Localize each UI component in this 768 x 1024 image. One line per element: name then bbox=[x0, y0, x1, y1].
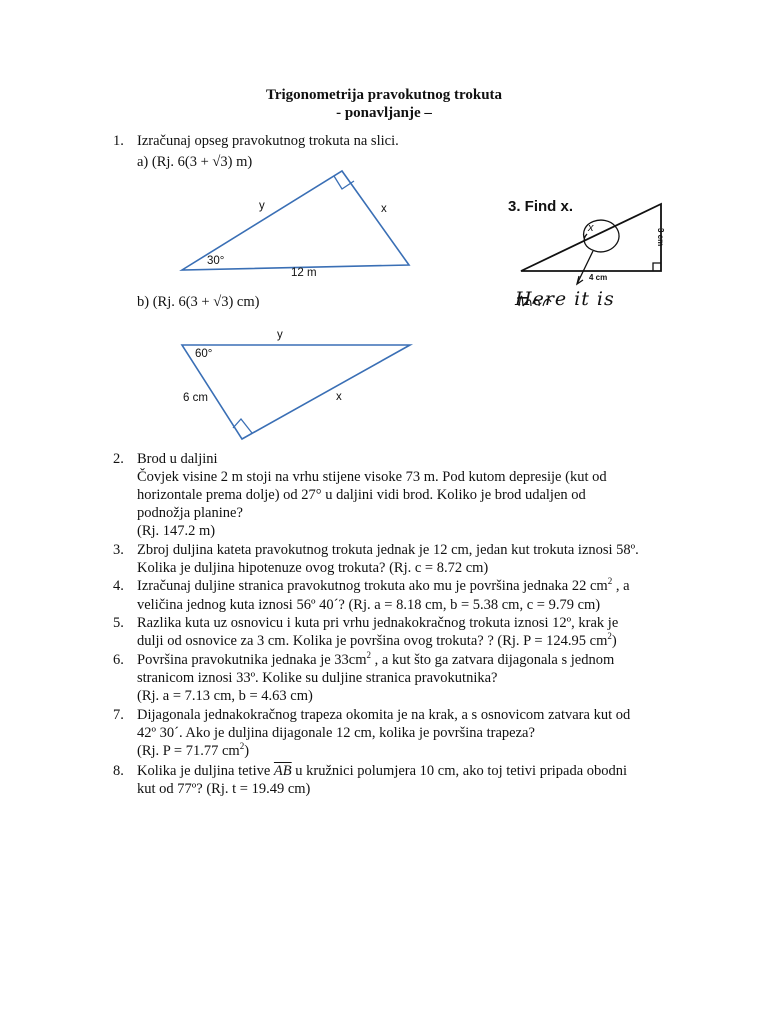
triangle-b-side: 6 cm bbox=[183, 392, 208, 404]
problem-6-number: 6. bbox=[113, 652, 124, 668]
triangle-a-label-y: y bbox=[259, 200, 265, 212]
problem-8-number: 8. bbox=[113, 763, 124, 779]
chord-ab: $\overline{AB}$ bbox=[273, 763, 292, 779]
problem-3-line-2: Kolika je duljina hipotenuze ovog trokuta? (Rj. c = 8.72 cm) bbox=[137, 560, 489, 576]
meme-label-x: x bbox=[588, 222, 594, 234]
problem-2-line-1: Brod u daljini bbox=[137, 451, 218, 467]
problem-7-answer: (Rj. P = 71.77 $cm^2$) bbox=[137, 741, 250, 759]
meme-caption: Here it is bbox=[515, 288, 615, 310]
problem-6-answer: (Rj. a = 7.13 cm, b = 4.63 cm) bbox=[137, 688, 313, 704]
triangle-b-label-y: y bbox=[277, 329, 283, 341]
problem-7-line-2: 42º 30´. Ako je duljina dijagonale 12 cm, kolika je površina trapeza? bbox=[137, 725, 535, 741]
page-subtitle: - ponavljanje – bbox=[336, 105, 432, 121]
page-title: Trigonometrija pravokutnog trokuta bbox=[265, 87, 503, 103]
problem-2-answer: (Rj. 147.2 m) bbox=[137, 523, 216, 539]
problem-4-line-2: veličina jednog kuta iznosi 56º 40´? (Rj. a = 8.18 cm, b = 5.38 cm, c = 9.79 cm) bbox=[137, 597, 601, 613]
problem-1-text: Izračunaj opseg pravokutnog trokuta na slici. bbox=[137, 133, 399, 149]
problem-4-number: 4. bbox=[113, 578, 124, 594]
triangle-b-label-x: x bbox=[336, 391, 342, 403]
problem-4-line-1: Izračunaj duljine stranica pravokutnog trokuta ako mu je površina jednaka 22 $cm^2$ , a bbox=[137, 576, 630, 594]
problem-5-line-1: Razlika kuta uz osnovicu i kuta pri vrhu jednakokračnog trokuta iznosi 12º, krak je bbox=[137, 615, 619, 631]
problem-6-line-1: Površina pravokutnika jednaka je $33cm^2$ , a kut što ga zatvara dijagonala s jednom bbox=[137, 650, 615, 668]
problem-3-line-1: Zbroj duljina kateta pravokutnog trokuta jednak je 12 cm, jedan kut trokuta iznosi 58º. bbox=[137, 542, 639, 558]
meme-side-horizontal: 4 cm bbox=[589, 273, 608, 282]
triangle-a-label-x: x bbox=[381, 203, 387, 215]
problem-8-line-1: Kolika je duljina tetive $\overline{AB}$ u kružnici polumjera 10 cm, ako toj tetivi pripada obodni bbox=[137, 763, 628, 779]
problem-2-line-4: podnožja planine? bbox=[137, 505, 243, 521]
problem-8-line-2: kut od 77º? (Rj. t = 19.49 cm) bbox=[137, 781, 311, 797]
triangle-b-angle: 60° bbox=[195, 348, 213, 360]
problem-2-line-3: horizontale prema dolje) od 27° u daljini vidi brod. Koliko je brod udaljen od bbox=[137, 487, 586, 503]
problem-6-line-2: stranicom iznosi 33º. Kolike su duljine stranica pravokutnika? bbox=[137, 670, 498, 686]
problem-7-number: 7. bbox=[113, 707, 124, 723]
problem-7-line-1: Dijagonala jednakokračnog trapeza okomita je na krak, a s osnovicom zatvara kut od bbox=[137, 707, 631, 723]
meme-title: 3. Find x. bbox=[508, 198, 574, 215]
problem-3-number: 3. bbox=[113, 542, 124, 558]
triangle-a-side: 12 m bbox=[291, 267, 317, 279]
problem-1-number: 1. bbox=[113, 133, 124, 149]
problem-2-number: 2. bbox=[113, 451, 124, 467]
problem-5-number: 5. bbox=[113, 615, 124, 631]
problem-1a-answer: a) (Rj. 6(3 + √3) m) bbox=[137, 154, 253, 170]
problem-1b-answer: b) (Rj. 6(3 + √3) cm) bbox=[137, 294, 260, 310]
triangle-a-angle: 30° bbox=[207, 255, 225, 267]
problem-5-line-2: dulji od osnovice za 3 cm. Kolika je površina ovog trokuta? ? (Rj. P = 124.95 $cm^2$) bbox=[137, 631, 617, 649]
meme-side-vertical: 3 cm bbox=[656, 228, 665, 247]
problem-2-line-2: Čovjek visine 2 m stoji na vrhu stijene visoke 73 m. Pod kutom depresije (kut od bbox=[137, 469, 607, 485]
